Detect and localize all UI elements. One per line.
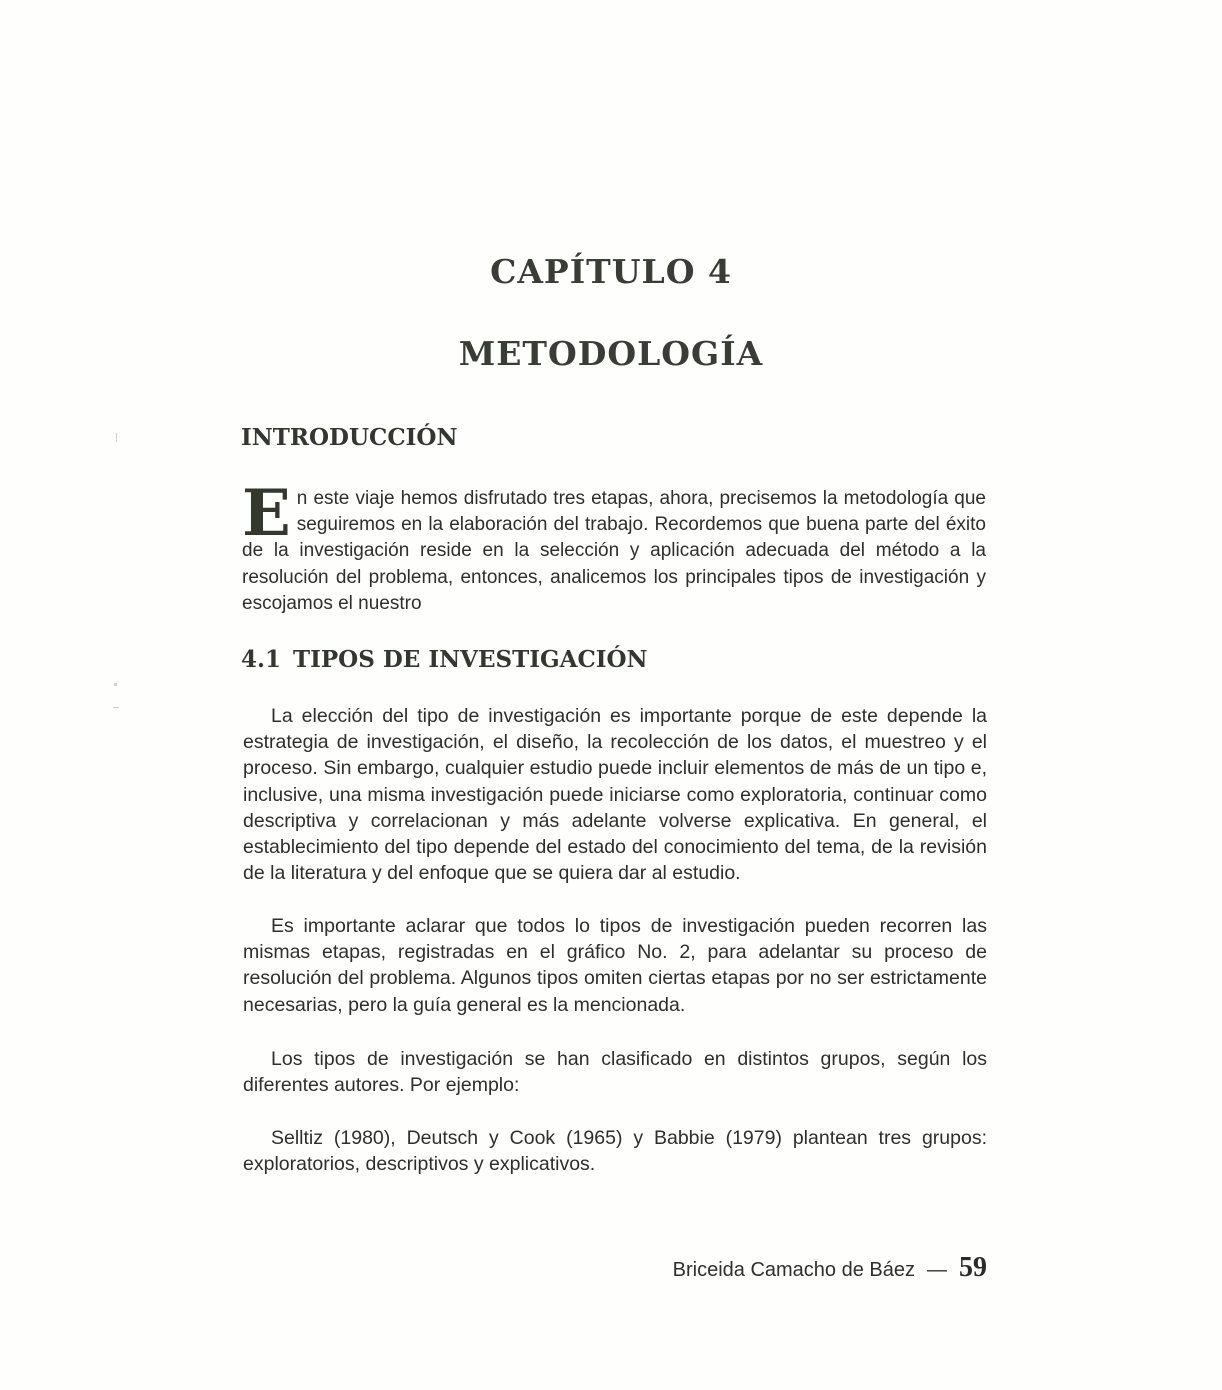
section-4-1-heading [241,646,648,673]
introduction-paragraph [242,476,986,617]
chapter-subtitle: METODOLOGÍA [458,334,764,373]
body-paragraph-1: La elección del tipo de investigación es importante porque de este depende la estrategia de investigación, el diseño, la recolección de los datos, el muestreo y el proceso. Sin embargo, cualquier estudio puede incluir elementos de más de un tipo e, inclusive, una misma investigación puede iniciarse como exploratoria, continuar como descriptiva y correlacionan y más adelante volverse explicativa. En general, el establecimiento del tipo depende del estado del conocimiento del tema, de la revisión de la literatura y del enfoque que se quiera dar al estudio. [243,705,987,885]
scan-speck [116,433,117,442]
drop-cap: E [242,476,291,551]
page-footer [673,1252,987,1284]
footer-dash: — [927,1259,947,1281]
footer-author: Briceida Camacho de Báez [672,1259,915,1281]
scan-speck [114,683,117,686]
body-paragraph-3: Los tipos de investigación se han clasificado en distintos grupos, según los diferentes autores. Por ejemplo: [243,1048,987,1097]
section-number: 4.1 [241,646,282,673]
chapter-title: CAPÍTULO 4 [490,252,732,291]
section-title: TIPOS DE INVESTIGACIÓN [293,646,648,673]
introduction-heading: INTRODUCCIÓN [241,424,458,451]
body-paragraph-2: Es importante aclarar que todos lo tipos de investigación pueden recorren las mismas etapas, registradas en el gráfico No. 2, para adelantar su proceso de resolución del problema. Algunos tipos omiten ciertas etapas por no ser estrictamente necesarias, pero la guía general es la mencionada. [243,915,987,1016]
scan-speck [113,707,119,708]
page-number: 59 [959,1252,987,1283]
introduction-text: n este viaje hemos disfrutado tres etapas, ahora, precisemos la metodología que seguiremos en la elaboración del trabajo. Recordemos que buena parte del éxito de la investigación reside en la selección y aplicación adecuada del método a la resolución del problema, entonces, analicemos los principales tipos de investigación y escojamos el nuestro [242,488,986,614]
body-paragraph-4: Selltiz (1980), Deutsch y Cook (1965) y Babbie (1979) plantean tres grupos: exploratorios, descriptivos y explicativos. [243,1127,987,1176]
